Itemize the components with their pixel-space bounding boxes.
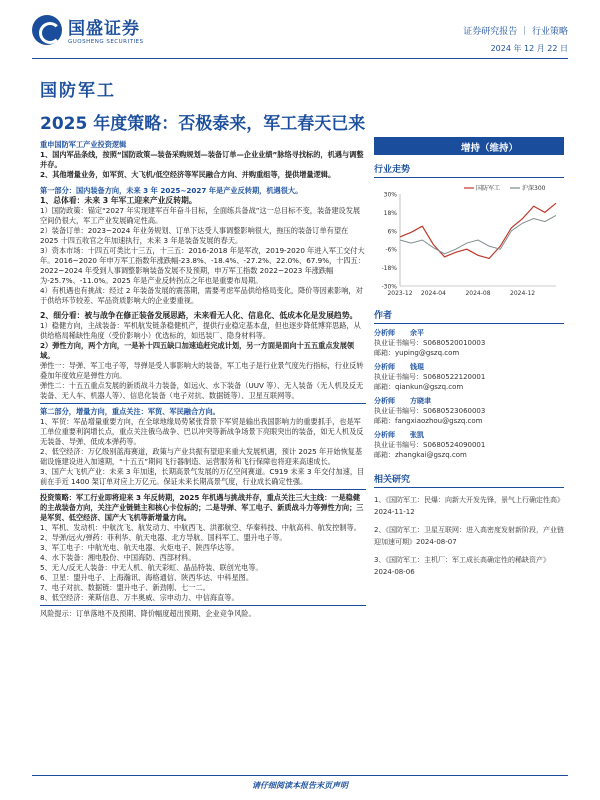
legend-label: 沪深300 bbox=[522, 185, 546, 192]
footer-divider bbox=[32, 775, 568, 776]
y-tick-label: -18% bbox=[381, 265, 397, 273]
analyst-name: 钱琨 bbox=[410, 363, 424, 371]
analyst-email[interactable]: 邮箱：yuping@gszq.com bbox=[374, 349, 460, 357]
target-item: 6、卫星：盟升电子、上海瀚讯、海格通信、陕西华达、中科星图。 bbox=[40, 573, 254, 582]
series-line-defense bbox=[400, 203, 556, 258]
analyst-block bbox=[374, 430, 564, 460]
investment-logic-heading: 重申国防军工产业投资逻辑 bbox=[40, 140, 127, 149]
x-tick-label: 2024-12 bbox=[510, 290, 536, 297]
analyst-email[interactable]: 邮箱：fangxiaozhou@gszq.com bbox=[374, 417, 483, 425]
part1-heading: 第一部分：国内装备方向，未来 3 年 2025~2027 年是产业反转期，机遇很大。 bbox=[40, 186, 303, 195]
logo-icon bbox=[32, 15, 62, 45]
related-report[interactable]: 3、《国防军工：主机厂：军工成长高确定性的稀缺资产》2024-08-06 bbox=[374, 556, 550, 576]
trend-chart-svg bbox=[374, 182, 564, 302]
analyst-block bbox=[374, 328, 564, 358]
rating-badge: 增持（维持） bbox=[374, 137, 564, 155]
analyst-name: 方晓聿 bbox=[410, 397, 431, 405]
x-tick-label: 2024-08 bbox=[465, 290, 491, 297]
part1-paragraph-3: 3）资本市场：十四五可类比十三五，十三五：2016-2018 年是军改，2019-2020 年进入军工交付大年。2016~2020 年申万军工指数年涨跌幅-23.8%、-18.4%、-27.2%、22.0%、67.9%，十四五：2022~2024 年受到人事调整影响装备发展不及预期，申万军工指数 2022~2023 年涨跌幅为-25.7%、-11.0%。2025 年是产业反转拐点之年也是重要布局期。 bbox=[40, 246, 365, 285]
part1-paragraph-2: 2）装备订单：2023~2024 年业务规划、订单下达受人事调整影响很大，拖压的装备订单有望在 2025 十四五收官之年加速执行，未来 3 年是装备发展的春天。 bbox=[40, 226, 349, 245]
industry-title: 国防军工 bbox=[40, 81, 116, 101]
related-heading: 相关研究 bbox=[374, 472, 564, 488]
part1-paragraph-7: 弹性一：导弹、军工电子等，导弹是受人事影响大的装备，军工电子是行业景气度先行指标，行业反转叠加年度效应是弹性方向。 bbox=[40, 361, 364, 380]
analyst-email[interactable]: 邮箱：zhangkai@gszq.com bbox=[374, 451, 467, 459]
strategy-heading: 投资策略：军工行业即将迎来 3 年反转期，2025 年机遇与挑战并存，重点关注三大主线：一是稳健的主战装备方向，关注产业链链主和核心卡位标的；二是导弹、军工电子、新质战斗力等弹性方向；三是军贸、低空经济、国产大飞机等新增量方向。 bbox=[40, 493, 364, 522]
investment-line-1: 1、国内军品条线，按照“国防政策—装备采购规划—装备订单—企业业绩”脉络寻找标的，机遇与调整并存。 bbox=[40, 150, 364, 169]
part1-paragraph-4: 4）有机遇也有挑战：经过 2 年装备发展的震荡期，需要考虑军品供给格局变化，降价等因素影响，对于供给环节较差、军品资质影响大的企业要重视。 bbox=[40, 286, 363, 305]
trend-chart bbox=[374, 182, 564, 302]
target-item: 3、军工电子：中航光电、航天电器、火炬电子、陕西华达等。 bbox=[40, 543, 239, 552]
y-tick-label: -6% bbox=[385, 246, 397, 254]
trend-heading: 行业走势 bbox=[374, 162, 564, 178]
report-title: 2025 年度策略：否极泰来，军工春天已来 bbox=[40, 114, 366, 134]
analyst-cert: 执业证书编号：S0680520010003 bbox=[374, 339, 486, 347]
x-tick-label: 2023-12 bbox=[387, 290, 413, 297]
analyst-cert: 执业证书编号：S0680523060003 bbox=[374, 407, 486, 415]
part2-heading: 第二部分，增量方向，重点关注：军贸、军民融合方向。 bbox=[40, 407, 220, 416]
related-report[interactable]: 1、《国防军工：民爆：向新大开发先锋，景气上行确定性高》2024-11-12 bbox=[374, 496, 564, 516]
part1-paragraph-8: 弹性二：十五五重点发展的新质战斗力装备，如远火、水下装备（UUV 等）、无人装备（无人机及反无装备、无人车、机器人等）、信息化装备（电子对抗、数据链等）、卫星互联网等。 bbox=[40, 381, 364, 400]
related-report[interactable]: 2、《国防军工：卫星互联网：进入高密度发射新阶段，产业链迎加速可期》2024-08-07 bbox=[374, 526, 564, 546]
analyst-label: 分析师 bbox=[374, 329, 395, 337]
part2-paragraph-3: 3、国产大飞机产业：未来 3 年加速，长期高景气发展的万亿空间赛道。C919 未来 3 年交付加速，目前在手近 1400 架订单对应上万亿元。保证未来长期高景气度，行业成长确定性强。 bbox=[40, 467, 365, 486]
analyst-label: 分析师 bbox=[374, 397, 395, 405]
analyst-cert: 执业证书编号：S0680524090001 bbox=[374, 441, 486, 449]
analyst-name: 余平 bbox=[410, 329, 424, 337]
target-item: 2、导弹/远火/弹药：菲利华、航天电器、北方导航、国科军工、盟升电子等。 bbox=[40, 533, 287, 542]
logo-name-cn: 国盛证券 bbox=[68, 19, 140, 39]
part1-paragraph-6: 2）弹性方向，两个方向，一是补十四五缺口加速追赶完成计划，另一方面是面向十五五重点发展领域。 bbox=[40, 341, 355, 360]
part1-paragraph-5: 1）稳健方向，主战装备：军机航发链条稳健机产，提供行业稳定基本盘，但也逐步降低博弈思路，从供给格局稀缺性角度（受价影响小）优选标的，如迅装厂、隐身材料等。 bbox=[40, 321, 361, 340]
author-heading: 作者 bbox=[374, 308, 564, 324]
header-divider bbox=[32, 58, 568, 59]
investment-line-2: 2、其他增量业务，如军贸、大飞机/低空经济等军民融合方向、并购重组等，提供增量逻辑。 bbox=[40, 170, 336, 179]
footer-disclaimer: 请仔细阅读本报告末页声明 bbox=[252, 781, 348, 790]
part1-paragraph-1: 1）国防政策：锚定“2027 年实现建军百年奋斗目标，全面练兵备战”这一总目标不变，装备建设发展空间仍很大，军工产业发展确定性高。 bbox=[40, 206, 361, 225]
brand-logo bbox=[32, 14, 144, 45]
x-tick-label: 2024-04 bbox=[420, 290, 446, 297]
target-item: 4、水下装备：湘电股份、中国海防、西部材料。 bbox=[40, 553, 196, 562]
part2-paragraph-2: 2、低空经济：万亿级别蓝海赛道，政策与产业共振有望迎来重大发展机遇，预计 2025 年开始恢复基础设施建设进入加速期，“十五五”期间飞行器制造、运营服务和飞行保障也将迎来高速成长。 bbox=[40, 447, 363, 466]
legend-label: 国防军工 bbox=[476, 185, 501, 192]
target-item: 1、军机、发动机：中航沈飞、航发动力、中航西飞、洪都航空、华秦科技、中航高科、航发控制等。 bbox=[40, 523, 361, 532]
target-item: 7、电子对抗、数据链：盟升电子、新劲刚、七一二。 bbox=[40, 583, 210, 592]
y-tick-label: 30% bbox=[383, 191, 397, 199]
y-tick-label: 18% bbox=[383, 209, 397, 217]
target-item: 8、低空经济：莱斯信息、万丰奥威、宗申动力、中信海直等。 bbox=[40, 593, 239, 602]
part2-paragraph-1: 1、军贸：军品增量重要方向，在全球地缘局势紧张背景下军贸是输出我国影响力的重要抓手，也是军工单位重要利润增长点，重点关注俄乌战争、巴以冲突等新战争场景下亮眼突出的装备，如无人机及反无装备、导弹、低成本弹药等。 bbox=[40, 417, 364, 446]
page-header bbox=[0, 0, 600, 62]
sidebar bbox=[374, 162, 564, 578]
y-tick-label: 6% bbox=[387, 228, 397, 236]
logo-name-en: GUOSHENG SECURITIES bbox=[68, 39, 144, 45]
analyst-label: 分析师 bbox=[374, 431, 395, 439]
risk-warning: 风险提示：订单落地不及预期、降价幅度超出预期、企业竞争风险。 bbox=[40, 609, 256, 618]
part1-sub1: 1、总体看：未来 3 年军工迎来产业反转期。 bbox=[40, 196, 197, 205]
analyst-block bbox=[374, 362, 564, 392]
report-date: 2024 年 12 月 22 日 bbox=[490, 44, 568, 53]
report-type: 证券研究报告 ｜ 行业策略 bbox=[463, 27, 568, 37]
analyst-cert: 执业证书编号：S0680522120001 bbox=[374, 373, 486, 381]
analyst-email[interactable]: 邮箱：qiankun@gszq.com bbox=[374, 383, 464, 391]
analyst-block bbox=[374, 396, 564, 426]
y-tick-label: -30% bbox=[381, 283, 397, 291]
analyst-list bbox=[374, 328, 564, 460]
series-line-csi300 bbox=[400, 215, 556, 253]
main-content bbox=[40, 140, 366, 619]
analyst-name: 张凯 bbox=[410, 431, 424, 439]
analyst-label: 分析师 bbox=[374, 363, 395, 371]
part1-sub2: 2、细分看：被与战争在修正装备发展思路，未来看无人化、信息化、低成本化是发展趋势。 bbox=[40, 311, 358, 320]
target-item: 5、无人/反无人装备：中无人机、航天彩虹、晶品特装、联创光电等。 bbox=[40, 563, 263, 572]
